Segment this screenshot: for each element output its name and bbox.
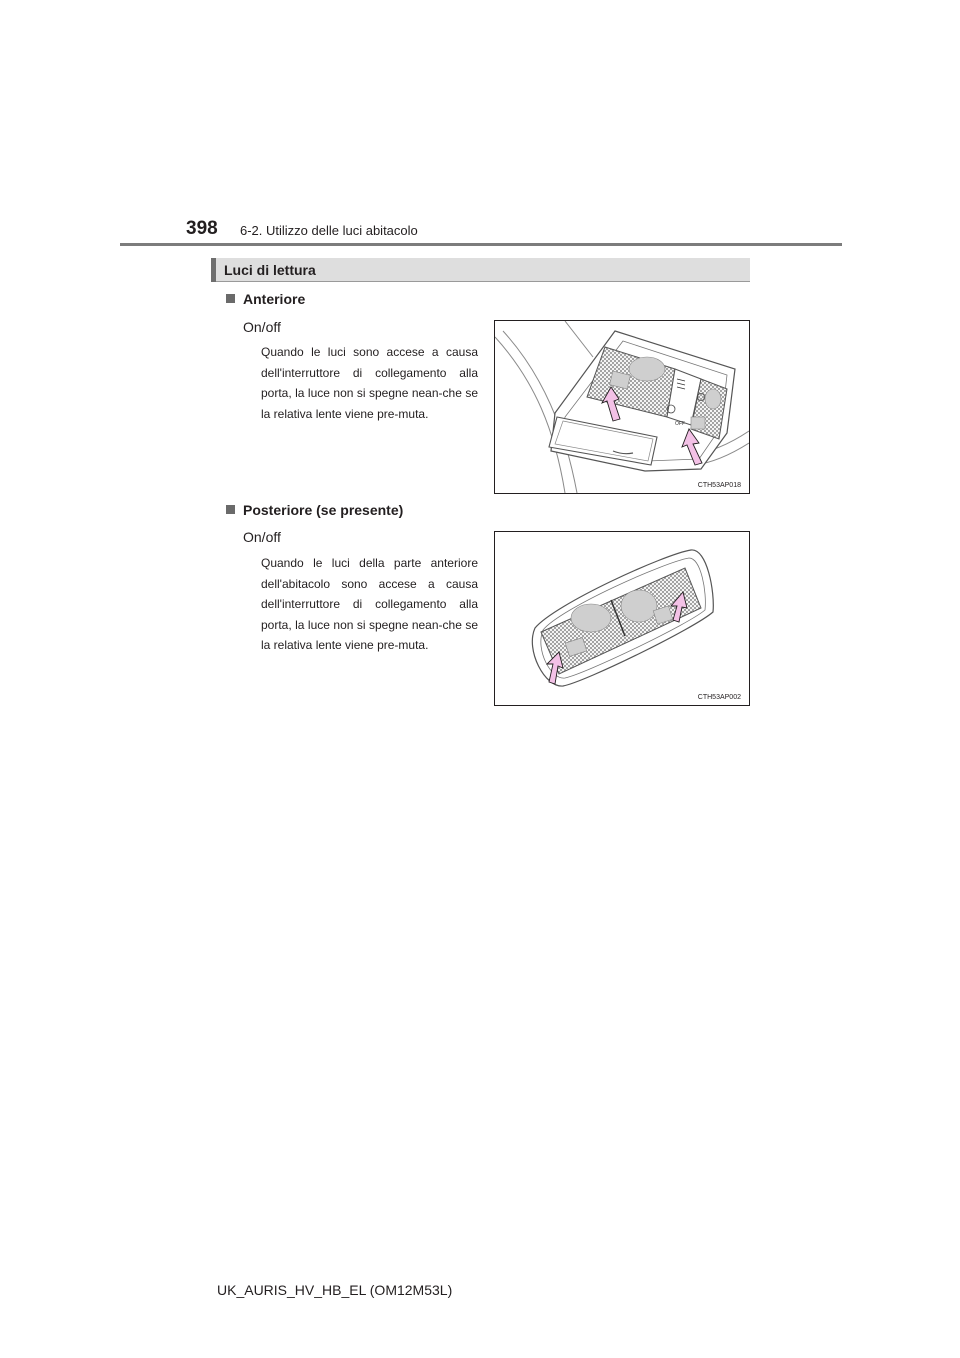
section-bar-accent <box>211 258 216 282</box>
front-figure-code: CTH53AP018 <box>697 482 741 489</box>
switch-off-label: OFF <box>675 421 685 427</box>
page-number: 398 <box>186 218 218 239</box>
rear-heading-text: Posteriore (se presente) <box>243 502 404 518</box>
section-reference: 6-2. Utilizzo delle luci abitacolo <box>240 223 418 238</box>
rear-heading <box>226 502 403 518</box>
section-title-bar <box>211 258 750 282</box>
front-action: On/off <box>243 319 281 335</box>
front-reading-light-illustration <box>495 321 749 493</box>
front-heading-text: Anteriore <box>243 291 306 307</box>
footer-manual-code: UK_AURIS_HV_HB_EL (OM12M53L) <box>217 1282 453 1298</box>
square-bullet-icon <box>226 505 235 514</box>
square-bullet-icon <box>226 294 235 303</box>
front-note: Quando le luci sono accese a causa dell'interruttore di collegamento alla porta, la luce non si spegne nean-che se la relativa lente viene pre-muta. <box>261 345 478 421</box>
front-figure <box>494 320 750 494</box>
rear-figure-code: CTH53AP002 <box>697 694 741 701</box>
section-title: Luci di lettura <box>224 262 316 278</box>
rear-action: On/off <box>243 529 281 545</box>
rear-figure <box>494 531 750 706</box>
header-rule <box>120 243 842 246</box>
rear-note: Quando le luci della parte anteriore dell'abitacolo sono accese a causa dell'interruttore di collegamento alla porta, la luce non si spegne nean-che se la relativa lente viene pre-muta. <box>261 556 478 652</box>
rear-reading-light-illustration <box>495 532 749 705</box>
front-heading <box>226 291 305 307</box>
